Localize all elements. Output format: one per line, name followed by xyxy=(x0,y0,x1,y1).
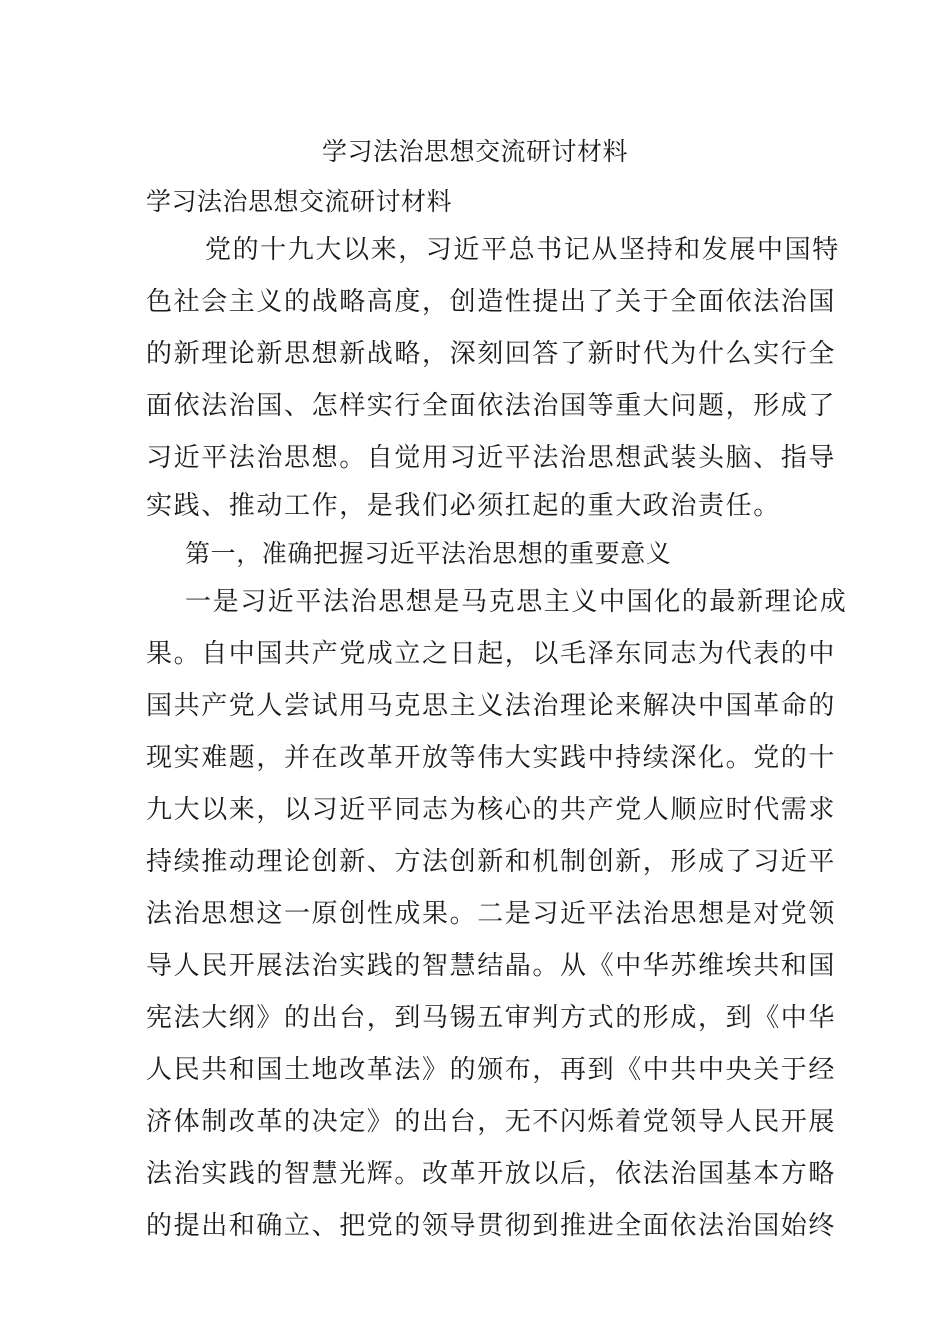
intro-line: 面依法治国、怎样实行全面依法治国等重大问题，形成了 xyxy=(146,391,837,421)
section-line: 济体制改革的决定》的出台，无不闪烁着党领导人民开展 xyxy=(146,1107,837,1137)
section-line: 法治思想这一原创性成果。二是习近平法治思想是对党领 xyxy=(146,899,837,929)
intro-line: 实践、推动工作，是我们必须扛起的重大政治责任。 xyxy=(146,491,781,521)
intro-line: 习近平法治思想。自觉用习近平法治思想武装头脑、指导 xyxy=(146,443,837,473)
intro-line: 色社会主义的战略高度，创造性提出了关于全面依法治国 xyxy=(146,287,837,317)
intro-line: 党的十九大以来，习近平总书记从坚持和发展中国特 xyxy=(205,235,840,265)
section-line: 持续推动理论创新、方法创新和机制创新，形成了习近平 xyxy=(146,847,837,877)
section-heading: 第一，准确把握习近平法治思想的重要意义 xyxy=(185,539,672,568)
section-line: 法治实践的智慧光辉。改革开放以后，依法治国基本方略 xyxy=(146,1159,837,1189)
section-line: 一是习近平法治思想是马克思主义中国化的最新理论成 xyxy=(185,587,848,617)
section-line: 导人民开展法治实践的智慧结晶。从《中华苏维埃共和国 xyxy=(146,951,837,981)
section-line: 果。自中国共产党成立之日起，以毛泽东同志为代表的中 xyxy=(146,639,837,669)
section-line: 现实难题，并在改革开放等伟大实践中持续深化。党的十 xyxy=(146,743,837,773)
section-line: 九大以来，以习近平同志为核心的共产党人顺应时代需求 xyxy=(146,795,837,825)
section-line: 宪法大纲》的出台，到马锡五审判方式的形成，到《中华 xyxy=(146,1003,837,1033)
section-line: 的提出和确立、把党的领导贯彻到推进全面依法治国始终 xyxy=(146,1211,837,1241)
section-line: 国共产党人尝试用马克思主义法治理论来解决中国革命的 xyxy=(146,691,837,721)
intro-line: 的新理论新思想新战略，深刻回答了新时代为什么实行全 xyxy=(146,339,837,369)
section-line: 人民共和国土地改革法》的颁布，再到《中共中央关于经 xyxy=(146,1055,837,1085)
document-subtitle: 学习法治思想交流研讨材料 xyxy=(146,187,453,216)
document-title: 学习法治思想交流研讨材料 xyxy=(321,137,628,166)
